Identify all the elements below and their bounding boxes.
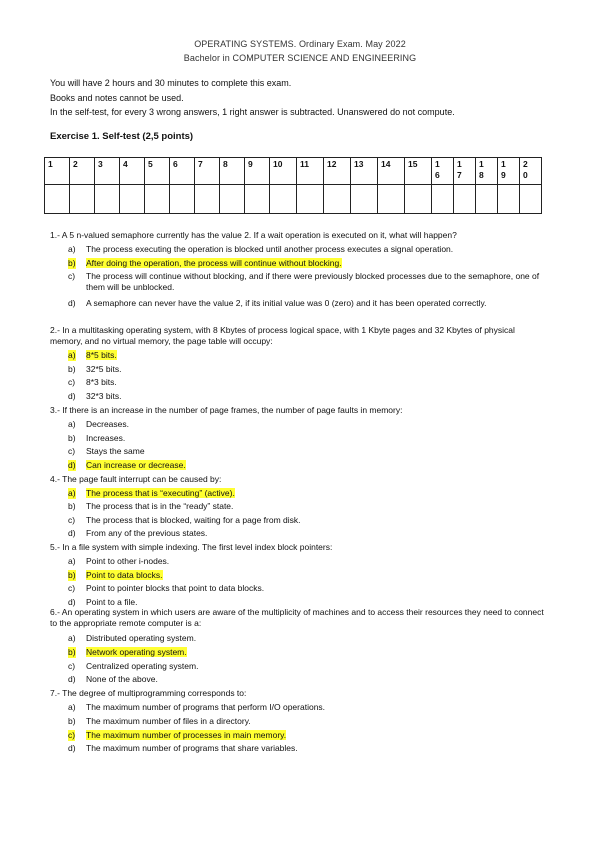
answer-option bbox=[68, 258, 544, 269]
answer-cell[interactable] bbox=[520, 185, 542, 214]
option-label: b) bbox=[68, 433, 76, 443]
option-text: Point to other i-nodes. bbox=[86, 556, 170, 566]
exercise-title: Exercise 1. Self-test (2,5 points) bbox=[50, 131, 194, 142]
answer-option bbox=[68, 364, 544, 375]
answer-option bbox=[68, 556, 544, 567]
option-label: c) bbox=[68, 730, 76, 740]
question-text: 1.- A 5 n-valued semaphore currently has the value 2. If a wait operation is executed on it, what will happen? bbox=[50, 230, 457, 240]
option-text: 32*5 bits. bbox=[86, 364, 122, 374]
answer-cell[interactable] bbox=[170, 185, 195, 214]
grid-column-header: 2 0 bbox=[520, 158, 542, 185]
answer-cell[interactable] bbox=[454, 185, 476, 214]
answer-option bbox=[68, 377, 544, 388]
option-text: The process executing the operation is blocked until another process executes a signal operation. bbox=[86, 244, 454, 254]
answer-option bbox=[68, 298, 544, 320]
answer-cell[interactable] bbox=[476, 185, 498, 214]
option-text: None of the above. bbox=[86, 674, 158, 684]
answer-option bbox=[68, 633, 544, 644]
grid-column-header: 2 bbox=[70, 158, 95, 185]
exam-title: OPERATING SYSTEMS. Ordinary Exam. May 2022 bbox=[194, 39, 406, 49]
grid-column-header: 13 bbox=[351, 158, 378, 185]
answer-option bbox=[68, 271, 544, 293]
answer-cell[interactable] bbox=[405, 185, 432, 214]
question-text: 5.- In a file system with simple indexing. The first level index block pointers: bbox=[50, 542, 333, 552]
answer-option bbox=[68, 488, 544, 499]
option-text: The maximum number of files in a directory. bbox=[86, 716, 251, 726]
option-text: Distributed operating system. bbox=[86, 633, 197, 643]
option-label: a) bbox=[68, 419, 76, 429]
option-text: The maximum number of processes in main memory. bbox=[86, 730, 287, 740]
option-text: Decreases. bbox=[86, 419, 129, 429]
option-text: 8*5 bits. bbox=[86, 350, 117, 360]
answer-cell[interactable] bbox=[324, 185, 351, 214]
option-text: The process that is in the “ready” state. bbox=[86, 501, 234, 511]
option-text: The process that is “executing” (active). bbox=[86, 488, 235, 498]
answer-option bbox=[68, 702, 544, 713]
intro-line: You will have 2 hours and 30 minutes to complete this exam. bbox=[50, 78, 292, 88]
option-text: 8*3 bits. bbox=[86, 377, 117, 387]
option-label: d) bbox=[68, 528, 76, 538]
option-label: d) bbox=[68, 298, 76, 308]
answer-option bbox=[68, 570, 544, 581]
answer-cell[interactable] bbox=[245, 185, 270, 214]
grid-column-header: 1 9 bbox=[498, 158, 520, 185]
answer-cell[interactable] bbox=[220, 185, 245, 214]
answer-option bbox=[68, 716, 544, 727]
grid-column-header: 1 6 bbox=[432, 158, 454, 185]
option-label: c) bbox=[68, 446, 76, 456]
option-text: Point to pointer blocks that point to data blocks. bbox=[86, 583, 265, 593]
answer-cell[interactable] bbox=[351, 185, 378, 214]
option-text: Network operating system. bbox=[86, 647, 187, 657]
answer-cell[interactable] bbox=[270, 185, 297, 214]
answer-cell[interactable] bbox=[45, 185, 70, 214]
intro-line: Books and notes cannot be used. bbox=[50, 93, 184, 103]
question-text: 4.- The page fault interrupt can be caused by: bbox=[50, 474, 222, 484]
option-text: 32*3 bits. bbox=[86, 391, 122, 401]
option-text: A semaphore can never have the value 2, if its initial value was 0 (zero) and it has been operated correctly. bbox=[86, 298, 487, 308]
answer-cell[interactable] bbox=[378, 185, 405, 214]
option-label: b) bbox=[68, 364, 76, 374]
answer-option bbox=[68, 661, 544, 672]
grid-column-header: 3 bbox=[95, 158, 120, 185]
option-label: a) bbox=[68, 556, 76, 566]
option-label: d) bbox=[68, 597, 76, 607]
option-label: c) bbox=[68, 661, 76, 671]
answer-option bbox=[68, 350, 544, 361]
answer-option bbox=[68, 583, 544, 594]
option-text: The process that is blocked, waiting for a page from disk. bbox=[86, 515, 301, 525]
option-text: Point to data blocks. bbox=[86, 570, 163, 580]
answer-option bbox=[68, 515, 544, 526]
answer-option bbox=[68, 743, 544, 754]
answer-option bbox=[68, 528, 544, 539]
option-text: After doing the operation, the process will continue without blocking. bbox=[86, 258, 342, 268]
answer-cell[interactable] bbox=[297, 185, 324, 214]
option-text: From any of the previous states. bbox=[86, 528, 208, 538]
answer-cell[interactable] bbox=[95, 185, 120, 214]
option-label: a) bbox=[68, 633, 76, 643]
answer-option bbox=[68, 501, 544, 512]
grid-column-header: 8 bbox=[220, 158, 245, 185]
answer-option bbox=[68, 647, 544, 658]
grid-column-header: 7 bbox=[195, 158, 220, 185]
option-text: Centralized operating system. bbox=[86, 661, 199, 671]
answer-cell[interactable] bbox=[432, 185, 454, 214]
option-label: c) bbox=[68, 583, 76, 593]
answer-cell[interactable] bbox=[70, 185, 95, 214]
grid-column-header: 6 bbox=[170, 158, 195, 185]
answer-grid bbox=[44, 157, 542, 214]
option-label: c) bbox=[68, 271, 76, 281]
question-text: 6.- An operating system in which users are aware of the multiplicity of machines and to access their resources they need to connect to the appropriate remote computer is a: bbox=[50, 607, 544, 628]
option-text: Increases. bbox=[86, 433, 126, 443]
grid-column-header: 1 8 bbox=[476, 158, 498, 185]
option-label: a) bbox=[68, 244, 76, 254]
option-label: b) bbox=[68, 501, 76, 511]
option-label: d) bbox=[68, 391, 76, 401]
grid-column-header: 12 bbox=[324, 158, 351, 185]
question-text: 2.- In a multitasking operating system, with 8 Kbytes of process logical space, with 1 Kbyte pages and 32 Kbytes of physical memory, and no virtual memory, the page table will occupy: bbox=[50, 325, 515, 346]
option-label: d) bbox=[68, 460, 76, 470]
answer-option bbox=[68, 674, 544, 685]
option-text: The maximum number of programs that perform I/O operations. bbox=[86, 702, 326, 712]
option-label: a) bbox=[68, 350, 76, 360]
answer-cell[interactable] bbox=[498, 185, 520, 214]
grid-column-header: 15 bbox=[405, 158, 432, 185]
grid-column-header: 14 bbox=[378, 158, 405, 185]
answer-option bbox=[68, 460, 544, 471]
exam-subtitle: Bachelor in COMPUTER SCIENCE AND ENGINEERING bbox=[183, 53, 417, 63]
grid-column-header: 4 bbox=[120, 158, 145, 185]
answer-cell[interactable] bbox=[145, 185, 170, 214]
option-text: Stays the same bbox=[86, 446, 145, 456]
grid-column-header: 1 7 bbox=[454, 158, 476, 185]
option-text: The process will continue without blocking, and if there were previously blocked processes due to the semaphore, one of them will be unblocked. bbox=[86, 271, 540, 292]
option-label: b) bbox=[68, 647, 76, 657]
answer-option bbox=[68, 244, 544, 255]
option-label: b) bbox=[68, 570, 76, 580]
answer-option bbox=[68, 419, 544, 430]
option-label: d) bbox=[68, 674, 76, 684]
answer-option bbox=[68, 391, 544, 402]
option-label: c) bbox=[68, 515, 76, 525]
option-label: b) bbox=[68, 716, 76, 726]
option-text: The maximum number of programs that share variables. bbox=[86, 743, 298, 753]
option-label: c) bbox=[68, 377, 76, 387]
answer-option bbox=[68, 433, 544, 444]
question-text: 3.- If there is an increase in the number of page frames, the number of page faults in memory: bbox=[50, 405, 403, 415]
question-text: 7.- The degree of multiprogramming corresponds to: bbox=[50, 688, 247, 698]
option-label: b) bbox=[68, 258, 76, 268]
grid-column-header: 1 bbox=[45, 158, 70, 185]
option-text: Point to a file. bbox=[86, 597, 138, 607]
answer-option bbox=[68, 446, 544, 457]
option-label: a) bbox=[68, 702, 76, 712]
grid-column-header: 5 bbox=[145, 158, 170, 185]
grid-column-header: 9 bbox=[245, 158, 270, 185]
answer-cell[interactable] bbox=[120, 185, 145, 214]
option-label: a) bbox=[68, 488, 76, 498]
grid-column-header: 10 bbox=[270, 158, 297, 185]
grid-column-header: 11 bbox=[297, 158, 324, 185]
answer-option bbox=[68, 730, 544, 741]
answer-cell[interactable] bbox=[195, 185, 220, 214]
option-label: d) bbox=[68, 743, 76, 753]
option-text: Can increase or decrease. bbox=[86, 460, 186, 470]
intro-line: In the self-test, for every 3 wrong answers, 1 right answer is subtracted. Unanswered do not compute. bbox=[50, 107, 455, 117]
